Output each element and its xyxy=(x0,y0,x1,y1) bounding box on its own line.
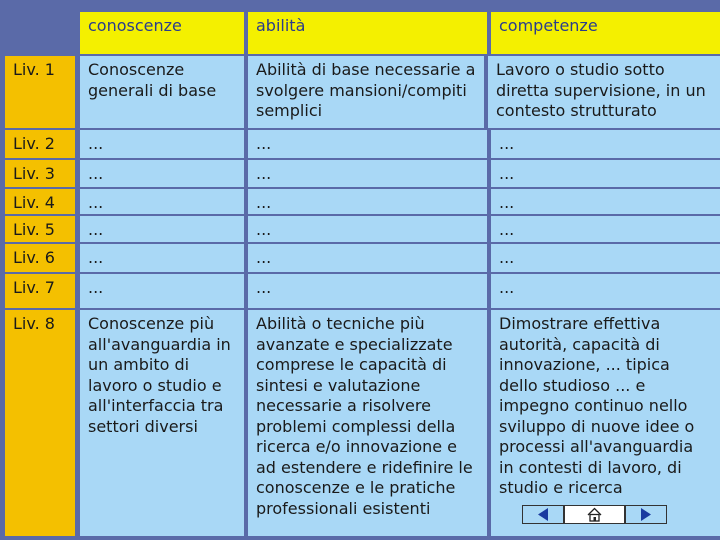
header-abilita: abilità xyxy=(248,12,487,54)
level-label: Liv. 7 xyxy=(5,274,75,308)
cell-abilita: ... xyxy=(248,189,487,214)
cell-abilita: Abilità di base necessarie a svolgere mansioni/compiti semplici xyxy=(248,56,484,128)
cell-abilita: Abilità o tecniche più avanzate e specializzate comprese le capacità di sintesi e valutazione necessarie a risolvere problemi complessi della ricerca e/o innovazione e ad estendere e ridefinire le conoscenze e le pratiche professionali esistenti xyxy=(248,310,487,536)
cell-abilita: ... xyxy=(248,130,487,158)
triangle-left-icon xyxy=(523,506,563,523)
cell-competenze: ... xyxy=(491,274,720,308)
slide-navigation xyxy=(522,505,667,524)
cell-competenze: ... xyxy=(491,244,720,272)
cell-conoscenze: Conoscenze generali di base xyxy=(80,56,244,128)
header-competenze: competenze xyxy=(491,12,720,54)
level-label: Liv. 1 xyxy=(5,56,75,128)
cell-abilita: ... xyxy=(248,160,487,187)
cell-abilita: ... xyxy=(248,244,487,272)
cell-abilita: ... xyxy=(248,274,487,308)
level-label: Liv. 2 xyxy=(5,130,75,158)
cell-competenze: Lavoro o studio sotto diretta supervisione, in un contesto strutturato xyxy=(488,56,720,128)
cell-conoscenze: ... xyxy=(80,216,244,242)
cell-competenze: ... xyxy=(491,130,720,158)
level-label: Liv. 5 xyxy=(5,216,75,242)
cell-abilita: ... xyxy=(248,216,487,242)
triangle-right-icon xyxy=(626,506,666,523)
cell-conoscenze: ... xyxy=(80,130,244,158)
prev-slide-button[interactable] xyxy=(522,505,564,524)
header-conoscenze: conoscenze xyxy=(80,12,244,54)
level-label: Liv. 4 xyxy=(5,189,75,214)
level-label: Liv. 6 xyxy=(5,244,75,272)
cell-conoscenze: ... xyxy=(80,160,244,187)
cell-competenze: ... xyxy=(491,160,720,187)
next-slide-button[interactable] xyxy=(625,505,667,524)
home-button[interactable] xyxy=(564,505,625,524)
cell-conoscenze: Conoscenze più all'avanguardia in un ambito di lavoro o studio e all'interfaccia tra settori diversi xyxy=(80,310,244,536)
level-label: Liv. 8 xyxy=(5,310,75,536)
cell-conoscenze: ... xyxy=(80,189,244,214)
level-label: Liv. 3 xyxy=(5,160,75,187)
cell-competenze: ... xyxy=(491,216,720,242)
cell-competenze: Dimostrare effettiva autorità, capacità di innovazione, ... tipica dello studioso ... e impegno continuo nello sviluppo di nuove idee o processi all'avanguardia in contesti di lavoro, di studio e ricerca xyxy=(491,310,720,536)
cell-conoscenze: ... xyxy=(80,274,244,308)
cell-competenze: ... xyxy=(491,189,720,214)
home-icon xyxy=(565,506,624,523)
cell-conoscenze: ... xyxy=(80,244,244,272)
